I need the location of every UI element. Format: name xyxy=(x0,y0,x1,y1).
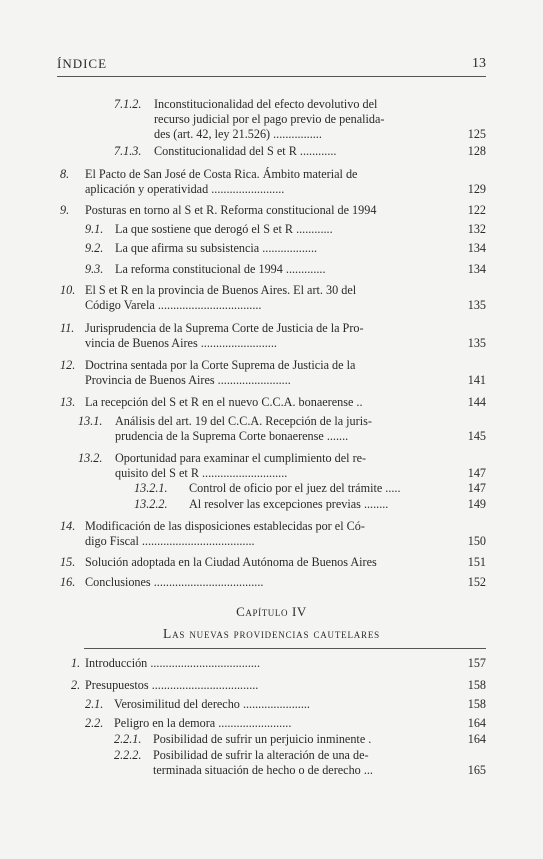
entry-page: 157 xyxy=(467,656,486,670)
entry-number: 13.1. xyxy=(78,414,103,428)
entry-title-line: Posturas en torno al S et R. Reforma constitucional de 1994 xyxy=(85,203,377,217)
entry-title-line: prudencia de la Suprema Corte bonaerense ....... xyxy=(115,429,349,443)
running-header xyxy=(57,56,486,77)
toc-entry xyxy=(57,697,486,713)
toc-entry xyxy=(57,575,486,591)
page-number: 13 xyxy=(472,56,486,71)
divider xyxy=(84,648,486,649)
entry-title-line: recurso judicial por el pago previo de penalida- xyxy=(154,112,385,126)
entry-number: 7.1.2. xyxy=(114,97,142,111)
entry-number: 9.3. xyxy=(85,262,104,276)
entry-page: 149 xyxy=(467,497,486,511)
entry-title-line: Jurisprudencia de la Suprema Corte de Justicia de la Pro- xyxy=(85,321,364,335)
entry-title-line: Provincia de Buenos Aires ........................ xyxy=(85,373,291,387)
entry-number: 2.2. xyxy=(85,716,104,730)
entry-page: 158 xyxy=(467,678,486,692)
entry-title-line: Posibilidad de sufrir un perjuicio inminente . xyxy=(153,732,372,746)
entry-page: 164 xyxy=(467,732,486,746)
toc-entry xyxy=(57,358,486,389)
entry-title-line: Doctrina sentada por la Corte Suprema de Justicia de la xyxy=(85,358,356,372)
entry-title-line: aplicación y operatividad ........................ xyxy=(85,182,285,196)
entry-title-line: Inconstitucionalidad del efecto devolutivo del xyxy=(154,97,378,111)
entry-page: 132 xyxy=(467,222,486,236)
toc-entry xyxy=(57,732,486,748)
entry-title-line: Conclusiones .................................... xyxy=(85,575,264,589)
entry-number: 7.1.3. xyxy=(114,144,142,158)
entry-number: 13.2.1. xyxy=(134,481,168,495)
entry-number: 13.2.2. xyxy=(134,497,168,511)
toc-entry xyxy=(57,497,486,513)
entry-number: 9. xyxy=(60,203,70,217)
entry-title-line: Peligro en la demora ........................ xyxy=(114,716,292,730)
entry-title-line: Código Varela .................................. xyxy=(85,298,262,312)
toc-entry xyxy=(57,241,486,257)
entry-title-line: Solución adoptada en la Ciudad Autónoma de Buenos Aires xyxy=(85,555,377,569)
entry-page: 128 xyxy=(467,144,486,158)
entry-number: 2. xyxy=(71,678,81,692)
entry-title-line: terminada situación de hecho o de derecho ... xyxy=(153,763,373,777)
entry-title-line: Constitucionalidad del S et R ............ xyxy=(154,144,337,158)
entry-number: 14. xyxy=(60,519,76,533)
toc-entry xyxy=(57,395,486,411)
entry-page: 144 xyxy=(467,395,486,409)
entry-title-line: Control de oficio por el juez del trámite ..... xyxy=(189,481,401,495)
entry-page: 147 xyxy=(467,466,486,480)
entry-number: 16. xyxy=(60,575,76,589)
chapter-title: Las nuevas providencias cautelares xyxy=(163,626,380,641)
entry-title-line: Oportunidad para examinar el cumplimiento del re- xyxy=(115,451,367,465)
toc-entry xyxy=(57,656,486,672)
toc-entry xyxy=(57,678,486,694)
entry-page: 145 xyxy=(467,429,486,443)
toc-entry xyxy=(57,283,486,314)
entry-page: 134 xyxy=(467,262,486,276)
entry-number: 9.1. xyxy=(85,222,104,236)
entry-page: 147 xyxy=(467,481,486,495)
entry-title-line: El Pacto de San José de Costa Rica. Ámbito material de xyxy=(85,167,358,181)
entry-page: 150 xyxy=(467,534,486,548)
entry-number: 2.2.1. xyxy=(114,732,142,746)
entry-title-line: digo Fiscal ..................................... xyxy=(85,534,255,548)
entry-number: 8. xyxy=(60,167,70,181)
entry-title-line: Al resolver las excepciones previas ........ xyxy=(189,497,389,511)
entry-page: 141 xyxy=(467,373,486,387)
toc-entry xyxy=(57,167,486,198)
toc-entry xyxy=(57,144,486,160)
entry-title-line: El S et R en la provincia de Buenos Aires. El art. 30 del xyxy=(85,283,357,297)
entry-page: 151 xyxy=(467,555,486,569)
toc-entry xyxy=(57,222,486,238)
toc-entry xyxy=(57,321,486,352)
entry-title-line: quisito del S et R ............................ xyxy=(115,466,288,480)
entry-number: 2.2.2. xyxy=(114,748,142,762)
entry-number: 1. xyxy=(71,656,81,670)
entry-title-line: Posibilidad de sufrir la alteración de una de- xyxy=(153,748,369,762)
entry-title-line: Análisis del art. 19 del C.C.A. Recepción de la juris- xyxy=(115,414,372,428)
entry-title-line: Modificación de las disposiciones establecidas por el Có- xyxy=(85,519,365,533)
entry-number: 13. xyxy=(60,395,76,409)
toc-entry xyxy=(57,716,486,732)
entry-page: 125 xyxy=(467,127,486,141)
entry-page: 129 xyxy=(467,182,486,196)
entry-page: 135 xyxy=(467,298,486,312)
entry-page: 164 xyxy=(467,716,486,730)
toc-entry xyxy=(57,97,486,143)
toc-entry xyxy=(57,451,486,482)
toc-entry xyxy=(57,414,486,445)
entry-number: 12. xyxy=(60,358,76,372)
toc-entry xyxy=(57,555,486,571)
entry-number: 15. xyxy=(60,555,76,569)
entry-number: 9.2. xyxy=(85,241,104,255)
entry-page: 134 xyxy=(467,241,486,255)
entry-title-line: La recepción del S et R en el nuevo C.C.A. bonaerense .. xyxy=(85,395,363,409)
entry-title-line: La reforma constitucional de 1994 ............. xyxy=(115,262,326,276)
entry-page: 165 xyxy=(467,763,486,777)
entry-number: 10. xyxy=(60,283,76,297)
toc-entry xyxy=(57,262,486,278)
entry-number: 2.1. xyxy=(85,697,104,711)
entry-title-line: Presupuestos ................................... xyxy=(85,678,259,692)
entry-title-line: La que sostiene que derogó el S et R ............ xyxy=(115,222,333,236)
entry-title-line: des (art. 42, ley 21.526) ................ xyxy=(154,127,322,141)
entry-number: 13.2. xyxy=(78,451,103,465)
entry-title-line: La que afirma su subsistencia .................. xyxy=(115,241,318,255)
section-title: ÍNDICE xyxy=(57,56,108,71)
toc-entry xyxy=(57,748,486,779)
entry-title-line: Introducción .................................... xyxy=(85,656,261,670)
entry-page: 122 xyxy=(467,203,486,217)
entry-page: 135 xyxy=(467,336,486,350)
chapter-label: Capítulo IV xyxy=(236,604,307,619)
entry-page: 158 xyxy=(467,697,486,711)
entry-title-line: Verosimilitud del derecho ...................... xyxy=(114,697,310,711)
entry-title-line: vincia de Buenos Aires ......................... xyxy=(85,336,277,350)
entry-number: 11. xyxy=(60,321,75,335)
toc-entry xyxy=(57,519,486,550)
entry-page: 152 xyxy=(467,575,486,589)
toc-entry xyxy=(57,481,486,497)
toc-entry xyxy=(57,203,486,219)
